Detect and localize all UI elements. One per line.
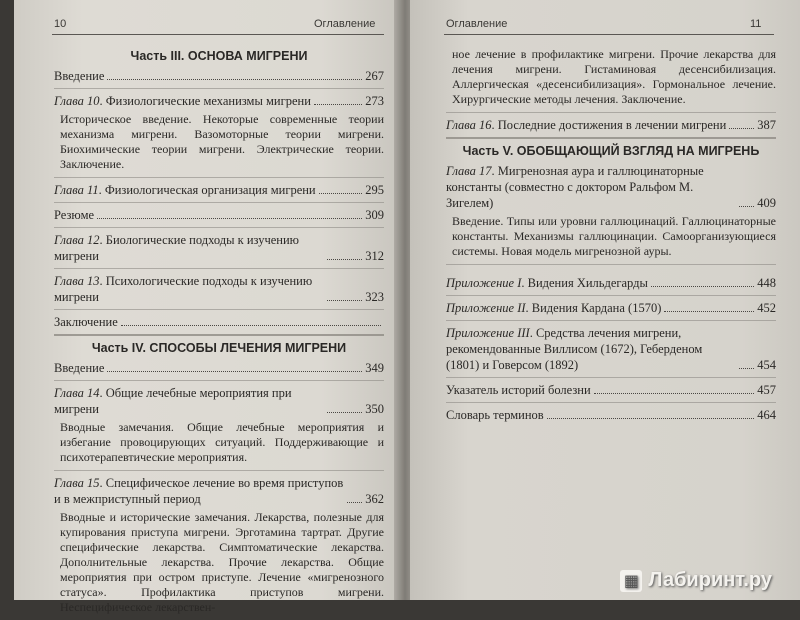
toc-entry-appendix-1: Приложение I. Видения Хильдегарды 448 bbox=[446, 276, 776, 290]
header-rule-right bbox=[444, 34, 774, 35]
toc-entry-conclusion: Заключение bbox=[54, 314, 384, 330]
page-number-left: 10 bbox=[54, 18, 67, 30]
toc-entry-glossary: Словарь терминов 464 bbox=[446, 408, 776, 422]
toc-entry-appendix-3: Приложение III. Средства лечения мигрени, рекомендованные Виллисом (1672), Геберденом (1801) и Говерсом (1892) 454 bbox=[446, 326, 776, 372]
chapter-10-description: Историческое введение. Некоторые современные теории механизма мигрени. Вазомоторные теории мигрени. Биохимические теории мигрени. Электрические теории. Заключение. bbox=[60, 112, 384, 171]
running-head-right: Оглавление bbox=[446, 18, 508, 30]
labyrinth-logo-icon: ▦ bbox=[620, 570, 642, 592]
chapter-14-description: Вводные замечания. Общие лечебные мероприятия и избегание провоцирующих ситуаций. Поддерживающие и психотерапевтические мероприятия. bbox=[60, 420, 384, 464]
toc-entry-chapter-16: Глава 16. Последние достижения в лечении мигрени 387 bbox=[446, 118, 776, 132]
toc-entry-chapter-17: Глава 17. Мигренозная аура и галлюцинаторные константы (совместно с доктором Ральфом М. Зигелем) 409 bbox=[446, 164, 776, 210]
toc-entry-chapter-10: Глава 10. Физиологические механизмы мигрени 273 bbox=[54, 94, 384, 108]
header-rule-left bbox=[52, 34, 384, 35]
toc-entry: Введение 267 bbox=[54, 69, 384, 83]
part-5-heading: Часть V. ОБОБЩАЮЩИЙ ВЗГЛЯД НА МИГРЕНЬ bbox=[462, 144, 760, 158]
chapter-15-description-continued: ное лечение в профилактике мигрени. Прочие лекарства для лечения мигрени. Гистаминовая десенсибилизация. Аллергическая «десенсибилизация». Гормональное лечение. Хирургические методы лечения. Заключение. bbox=[452, 47, 776, 106]
running-head-left: Оглавление bbox=[314, 18, 376, 30]
labirint-watermark: ▦ Лабиринт.ру bbox=[620, 569, 772, 592]
toc-entry-chapter-13: Глава 13. Психологические подходы к изучению мигрени 323 bbox=[54, 274, 384, 304]
right-page bbox=[410, 0, 800, 600]
toc-entry-chapter-11: Глава 11. Физиологическая организация мигрени 295 bbox=[54, 183, 384, 197]
part-3-heading: Часть III. ОСНОВА МИГРЕНИ bbox=[130, 49, 308, 63]
toc-entry-chapter-12: Глава 12. Биологические подходы к изучению мигрени 312 bbox=[54, 233, 384, 263]
part-4-heading: Часть IV. СПОСОБЫ ЛЕЧЕНИЯ МИГРЕНИ bbox=[91, 341, 347, 355]
page-number-right: 11 bbox=[750, 18, 762, 30]
toc-entry-chapter-15: Глава 15. Специфическое лечение во время приступов и в межприступный период 362 bbox=[54, 476, 384, 506]
toc-entry-case-index: Указатель историй болезни 457 bbox=[446, 383, 776, 397]
chapter-15-description: Вводные и исторические замечания. Лекарства, полезные для купирования приступа мигрени. Эрготамина тартрат. Другие специфические лекарства. Симптоматические лекарства. Дополнительные лекарства. Прочие лекарства. Общие мероприятия при остром приступе. Лечение «мигренозного статуса». Профилактика приступов мигрени. Неспецифическое лекарствен- bbox=[60, 510, 384, 614]
left-page bbox=[14, 0, 398, 614]
toc-right bbox=[446, 44, 776, 426]
chapter-17-description: Введение. Типы или уровни галлюцинаций. Галлюцинаторные константы. Механизмы галлюцинации. Самоорганизующиеся системы. Новая модель мигренозной ауры. bbox=[452, 214, 776, 258]
toc-left bbox=[54, 44, 384, 620]
toc-entry-summary: Резюме 309 bbox=[54, 208, 384, 222]
toc-entry-appendix-2: Приложение II. Видения Кардана (1570) 452 bbox=[446, 301, 776, 315]
toc-entry: Введение 349 bbox=[54, 361, 384, 375]
toc-entry-chapter-14: Глава 14. Общие лечебные мероприятия при мигрени 350 bbox=[54, 386, 384, 416]
